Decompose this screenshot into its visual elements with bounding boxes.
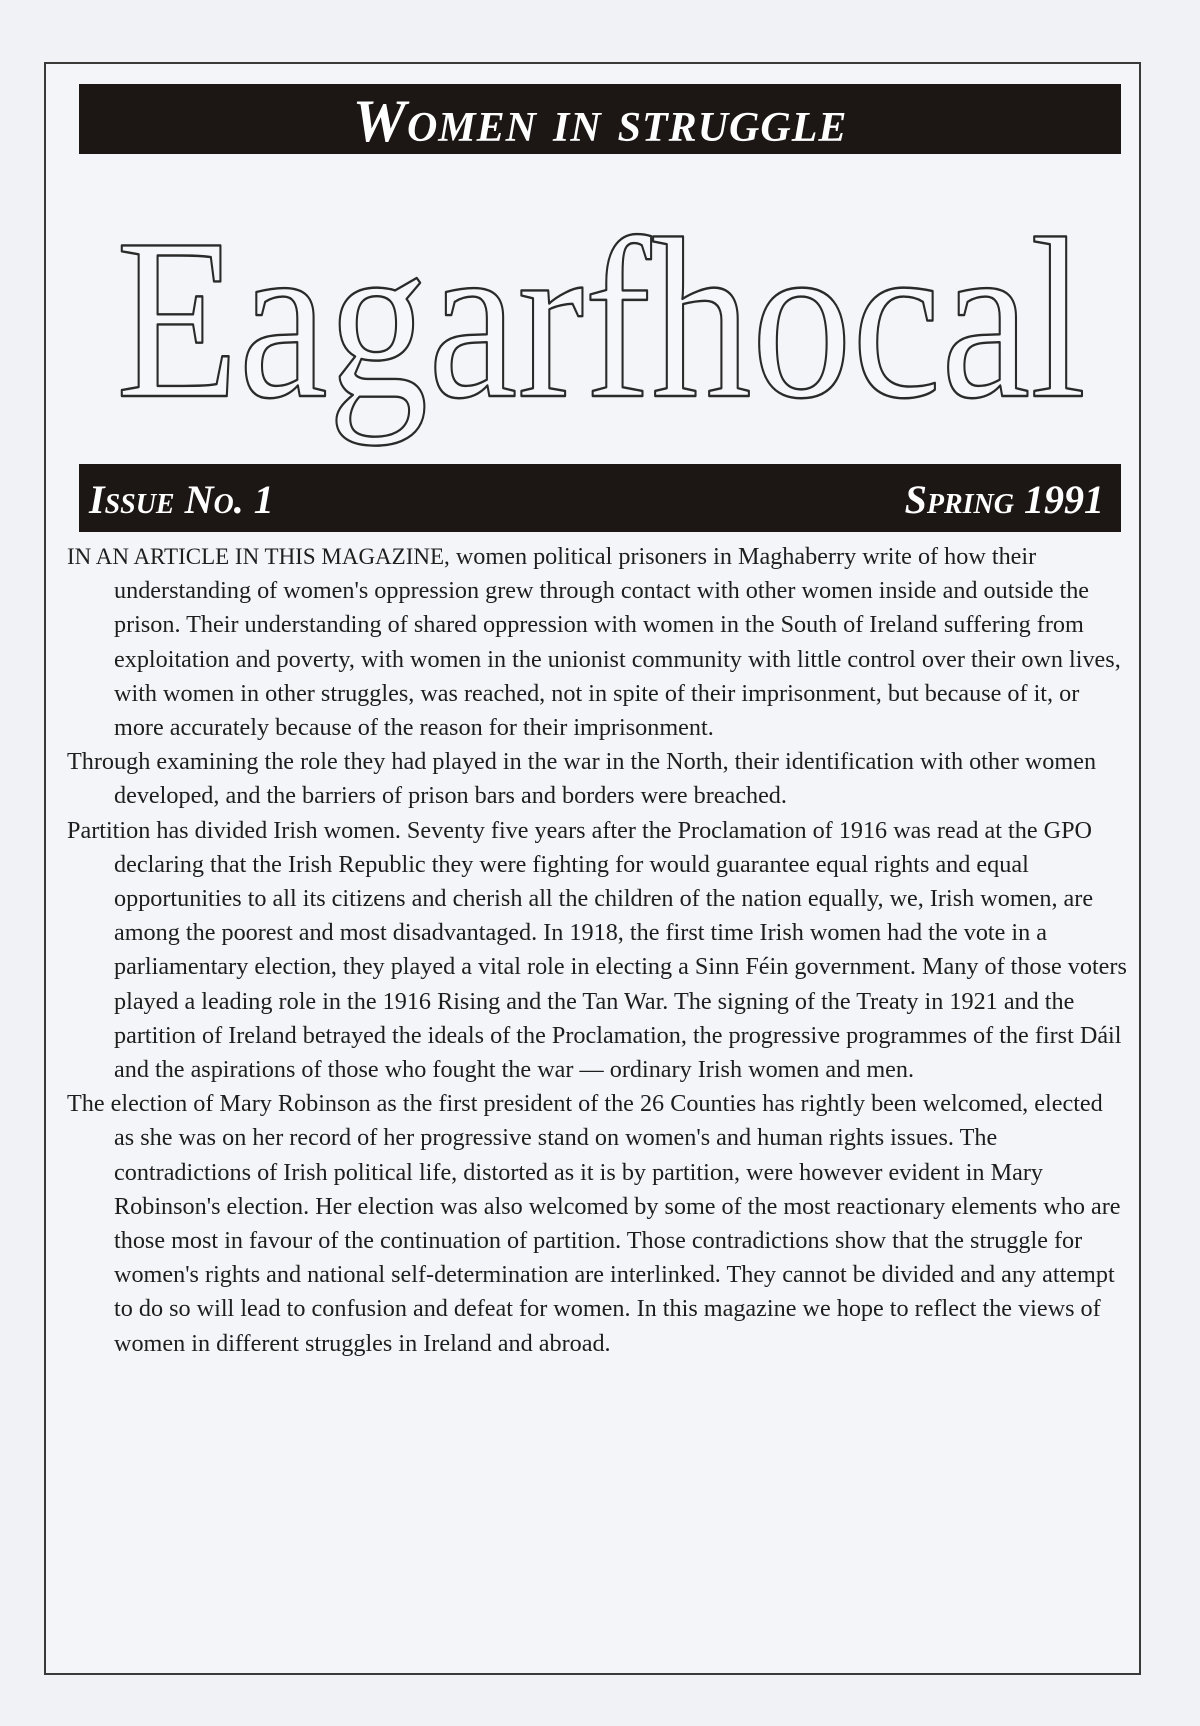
issue-number: Issue No. 1: [89, 477, 274, 522]
article-paragraph-4: The election of Mary Robinson as the first president of the 26 Counties has rightly been welcomed, elected as she was on her record of her progressive stand on women's and human rights issues. The contradictions of Irish political life, distorted as it is by partition, were however evident in Mary Robinson's election. Her election was also welcomed by some of the most reactionary elements who are those most in favour of the continuation of partition. Those contradictions show that the struggle for women's rights and national self-determination are interlinked. They cannot be divided and any attempt to do so will lead to confusion and defeat for women. In this magazine we hope to reflect the views of women in different struggles in Ireland and abroad.: [67, 1090, 1121, 1357]
subtitle: Women in struggle: [352, 88, 848, 154]
masthead-outline-text: [96, 174, 1106, 504]
article-paragraph-2: Through examining the role they had played in the war in the North, their identification with other women developed, and the barriers of prison bars and borders were breached.: [67, 748, 1097, 810]
issue-banner: [79, 464, 1121, 532]
issue-date: Spring 1991: [904, 477, 1104, 522]
subtitle-banner: [79, 84, 1121, 154]
editorial-article: [67, 540, 1127, 1361]
article-lead-in: IN AN ARTICLE IN THIS MAGAZINE,: [67, 544, 450, 569]
article-paragraph-3: Partition has divided Irish women. Seventy five years after the Proclamation of 1916 was read at the GPO declaring that the Irish Republic they were fighting for would guarantee equal rights and equal opportunities to all its citizens and cherish all the children of the nation equally, we, Irish women, are among the poorest and most disadvantaged. In 1918, the first time Irish women had the vote in a parliamentary election, they played a vital role in electing a Sinn Féin government. Many of those voters played a leading role in the 1916 Rising and the Tan War. The signing of the Treaty in 1921 and the partition of Ireland betrayed the ideals of the Proclamation, the progressive programmes of the first Dáil and the aspirations of those who fought the war — ordinary Irish women and men.: [67, 816, 1127, 1084]
article-paragraph-1-text: women political prisoners in Maghaberry write of how their understanding of women's oppression grew through contact with other women inside and outside the prison. Their understanding of shared oppression with women in the South of Ireland suffering from exploitation and poverty, with women in the unionist community with little control over their own lives, with women in other struggles, was reached, not in spite of their imprisonment, but because of it, or more accurately because of the reason for their imprisonment.: [114, 543, 1121, 742]
article-paragraph-1: [67, 540, 1127, 745]
magazine-page: [44, 62, 1141, 1675]
masthead-title: [96, 174, 1106, 504]
masthead-title-text: Eagarfhocal: [116, 191, 1086, 446]
